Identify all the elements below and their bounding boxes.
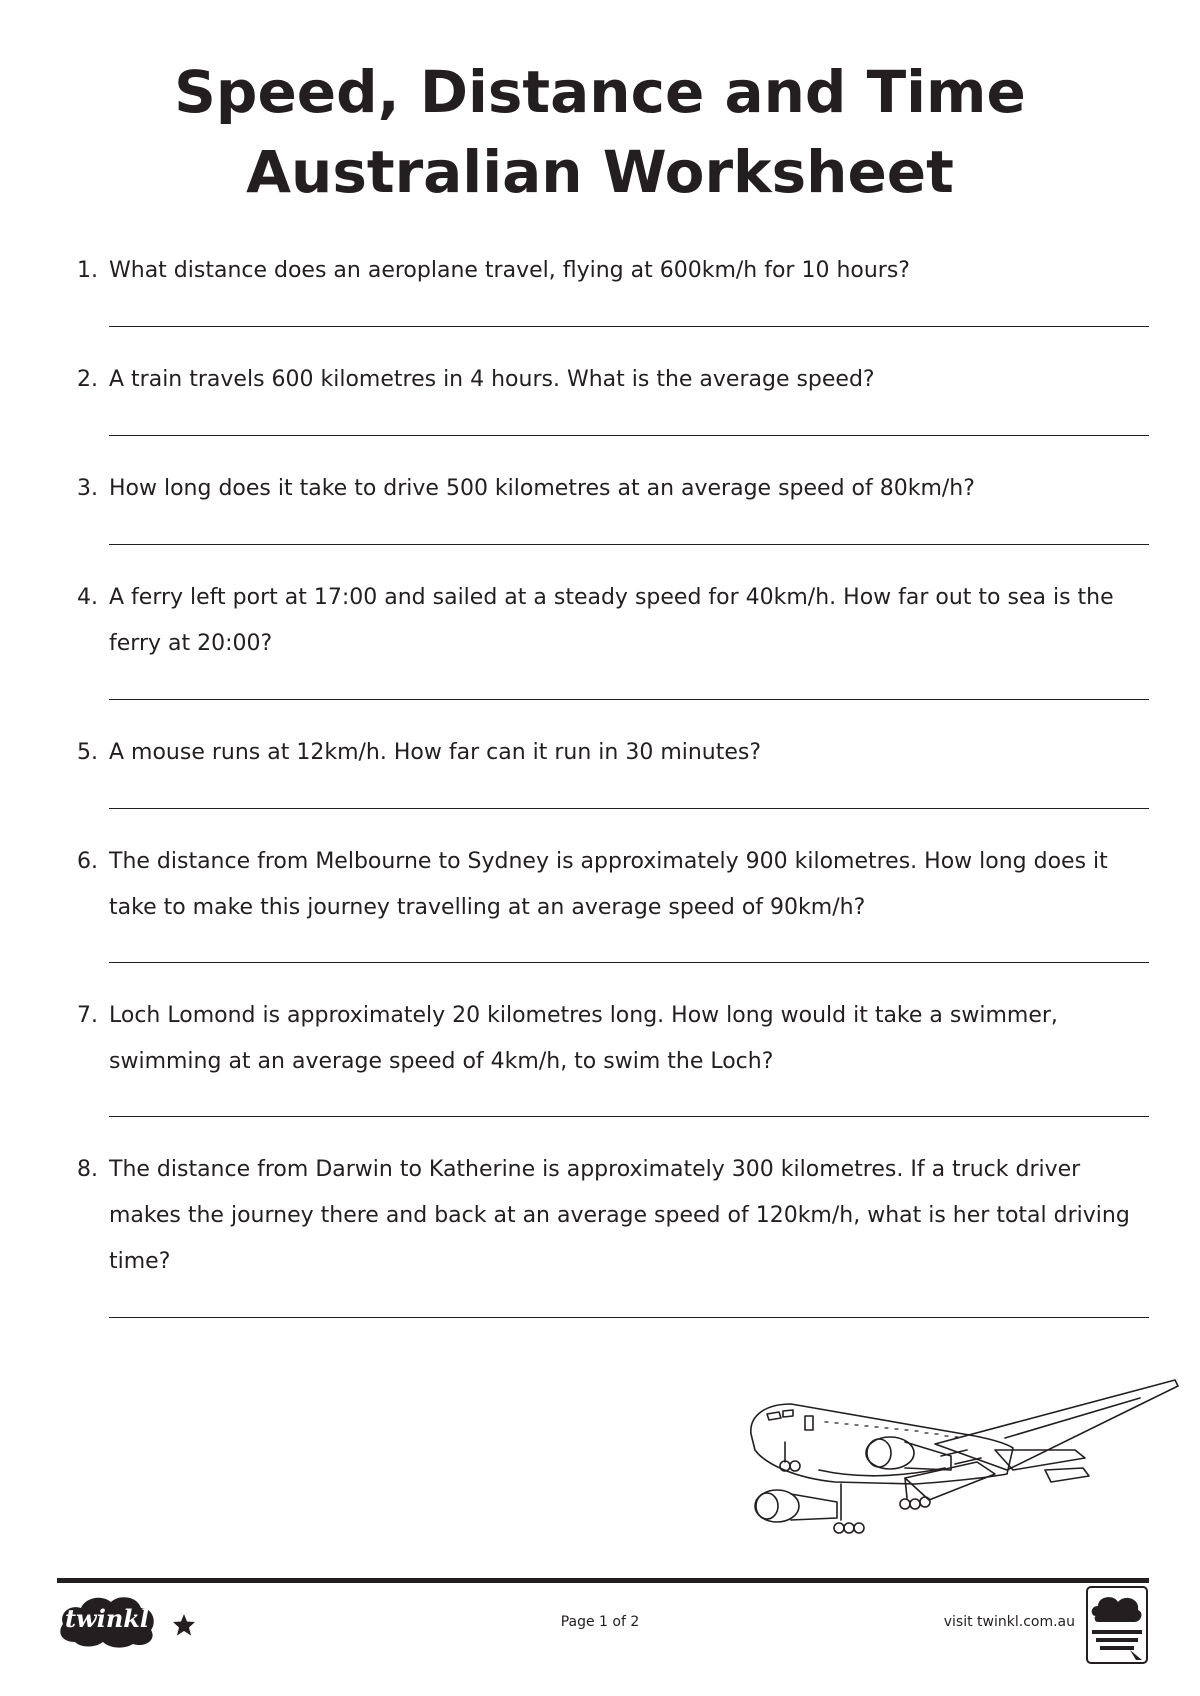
twinkl-logo[interactable] (57, 1592, 157, 1648)
answer-line[interactable] (109, 1317, 1149, 1318)
title-line-1: Speed, Distance and Time (174, 58, 1026, 126)
question-item (68, 993, 1158, 1085)
question-item (68, 1147, 1158, 1285)
question-text: The distance from Darwin to Katherine is approximately 300 kilometres. If a truck driver makes the journey there and back at an average speed of 120km/h, what is her total driving time? (109, 1157, 1130, 1274)
question-text: How long does it take to drive 500 kilometres at an average speed of 80km/h? (109, 476, 975, 501)
question-item (68, 466, 1158, 512)
question-number: 7. (77, 1003, 98, 1028)
question-item (68, 575, 1158, 667)
question-text: What distance does an aeroplane travel, flying at 600km/h for 10 hours? (109, 258, 910, 283)
question-text: A train travels 600 kilometres in 4 hours. What is the average speed? (109, 367, 875, 392)
question-text: The distance from Melbourne to Sydney is approximately 900 kilometres. How long does it take to make this journey travelling at an average speed of 90km/h? (109, 849, 1108, 920)
answer-line[interactable] (109, 808, 1149, 809)
answer-line[interactable] (109, 544, 1149, 545)
answer-line[interactable] (109, 699, 1149, 700)
answer-line[interactable] (109, 962, 1149, 963)
question-number: 2. (77, 367, 98, 392)
footer-divider (57, 1578, 1149, 1583)
answer-line[interactable] (109, 435, 1149, 436)
aeroplane-illustration (745, 1378, 1180, 1553)
question-item (68, 248, 1158, 294)
star-icon (172, 1613, 196, 1637)
logo-text: twinkl (64, 1604, 150, 1633)
question-number: 4. (77, 585, 98, 610)
question-text: A ferry left port at 17:00 and sailed at a steady speed for 40km/h. How far out to sea is the ferry at 20:00? (109, 585, 1114, 656)
question-number: 3. (77, 476, 98, 501)
question-text: A mouse runs at 12km/h. How far can it run in 30 minutes? (109, 740, 762, 765)
question-number: 1. (77, 258, 98, 283)
question-number: 5. (77, 740, 98, 765)
answer-line[interactable] (109, 1116, 1149, 1117)
website-link[interactable]: visit twinkl.com.au (943, 1614, 1075, 1630)
quality-badge-icon (1086, 1586, 1148, 1664)
question-text: Loch Lomond is approximately 20 kilometres long. How long would it take a swimmer, swimming at an average speed of 4km/h, to swim the Loch? (109, 1003, 1058, 1074)
question-number: 6. (77, 849, 98, 874)
page-number: Page 1 of 2 (560, 1614, 640, 1630)
question-number: 8. (77, 1157, 98, 1182)
question-item (68, 730, 1158, 776)
question-item (68, 839, 1158, 931)
answer-line[interactable] (109, 326, 1149, 327)
question-item (68, 357, 1158, 403)
title-line-2: Australian Worksheet (246, 138, 954, 206)
